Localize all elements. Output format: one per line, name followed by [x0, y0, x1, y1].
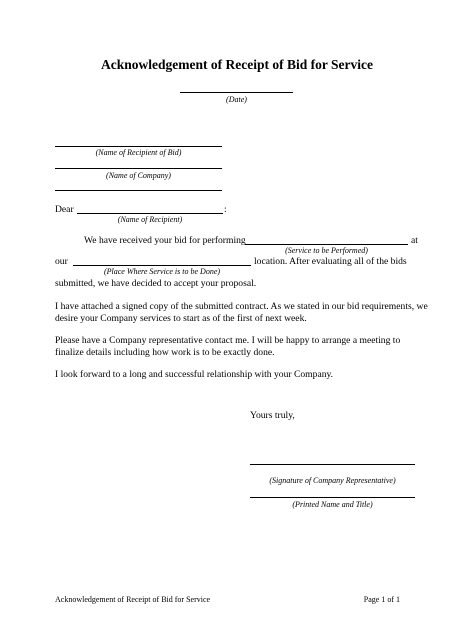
service-caption: (Service to be Performed)	[285, 246, 368, 255]
salutation-caption: (Name of Recipient)	[117, 215, 183, 224]
service-line	[245, 244, 408, 245]
signature-caption: (Signature of Company Representative)	[269, 476, 396, 485]
paragraph1-line1-start: We have received your bid for performing	[84, 235, 246, 246]
paragraph1-line3: submitted, we have decided to accept your proposal.	[55, 278, 257, 289]
paragraph1-line1-end: at	[411, 235, 418, 246]
date-caption: (Date)	[226, 95, 247, 104]
paragraph2-line2: desire your Company services to start as of the first of next week.	[55, 313, 307, 324]
footer-page-number: Page 1 of 1	[363, 595, 400, 604]
place-line	[73, 265, 251, 266]
closing: Yours truly,	[250, 410, 295, 421]
printed-name-caption: (Printed Name and Title)	[292, 500, 373, 509]
footer-title: Acknowledgement of Receipt of Bid for Service	[55, 595, 211, 604]
place-caption: (Place Where Service is to be Done)	[103, 267, 221, 276]
paragraph3-line2: finalize details including how work is to be exactly done.	[55, 347, 275, 358]
salutation-colon: :	[224, 204, 227, 215]
address-line	[55, 190, 222, 191]
paragraph3-line1: Please have a Company representative contact me. I will be happy to arrange a meeting to	[55, 335, 401, 346]
salutation-name-line	[77, 213, 223, 214]
printed-name-line	[250, 497, 415, 498]
company-line	[55, 168, 222, 169]
recipient-line	[55, 146, 222, 147]
recipient-caption: (Name of Recipient of Bid)	[95, 148, 182, 157]
paragraph1-line2-start: our	[55, 256, 68, 267]
document-title: Acknowledgement of Receipt of Bid for Service	[101, 57, 373, 72]
paragraph4: I look forward to a long and successful relationship with your Company.	[55, 369, 334, 380]
salutation-dear: Dear	[55, 204, 74, 215]
paragraph1-line2-end: location. After evaluating all of the bids	[254, 256, 407, 267]
company-caption: (Name of Company)	[106, 171, 171, 180]
signature-line	[250, 464, 415, 465]
date-line	[180, 92, 293, 93]
paragraph2-line1: I have attached a signed copy of the submitted contract. As we stated in our bid requirements, we	[55, 301, 428, 312]
